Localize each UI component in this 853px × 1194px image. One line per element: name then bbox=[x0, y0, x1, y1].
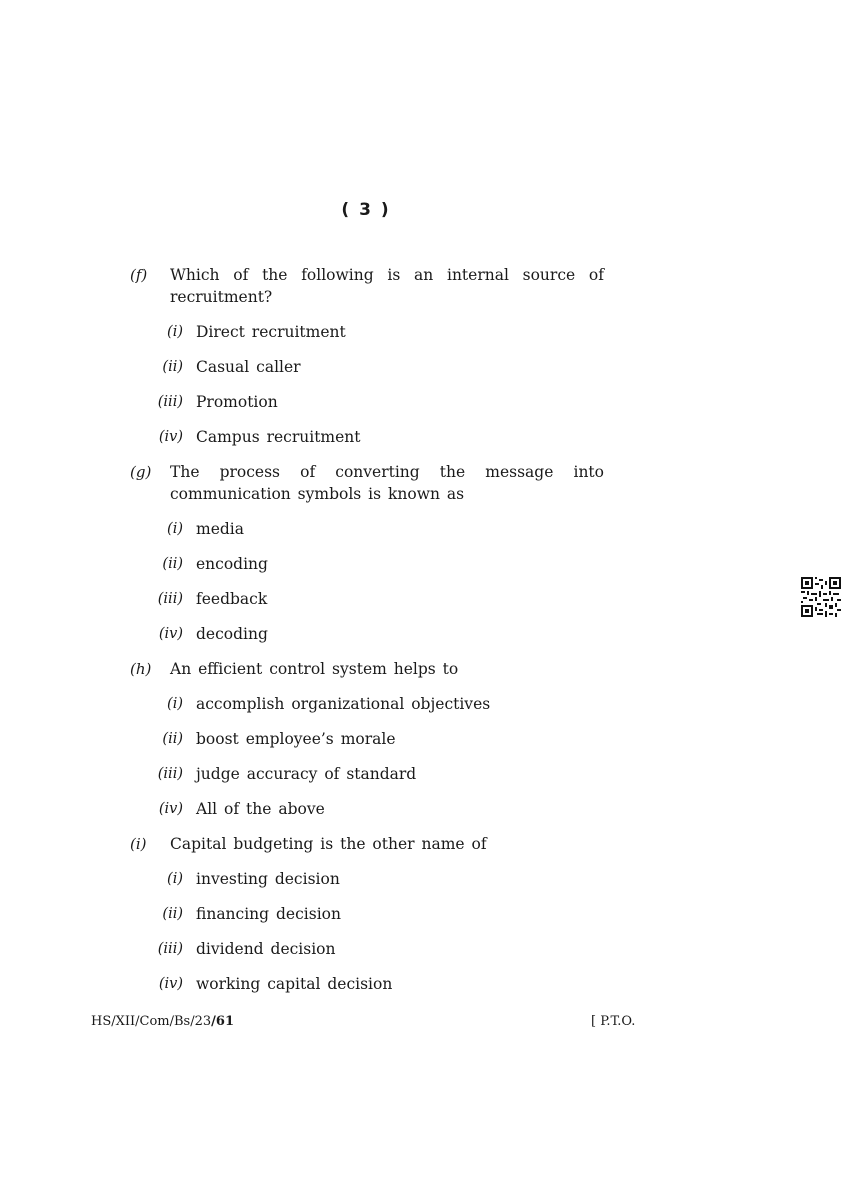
option-item bbox=[130, 938, 604, 960]
question-text: The process of converting the message into communication symbols is known as bbox=[170, 463, 604, 503]
option-text: decoding bbox=[196, 625, 268, 643]
option-label: (iv) bbox=[158, 626, 183, 642]
option-label: (ii) bbox=[162, 906, 183, 922]
option-label: (ii) bbox=[162, 556, 183, 572]
option-label: (iii) bbox=[157, 941, 183, 957]
option-item bbox=[130, 973, 604, 995]
option-label: (iii) bbox=[157, 394, 183, 410]
option-label: (iv) bbox=[158, 801, 183, 817]
option-label: (i) bbox=[167, 324, 183, 340]
question-label: (h) bbox=[130, 660, 152, 678]
option-text: Campus recruitment bbox=[196, 428, 361, 446]
option-label: (iv) bbox=[158, 429, 183, 445]
option-item bbox=[130, 763, 604, 785]
option-item bbox=[130, 356, 604, 378]
option-label: (ii) bbox=[162, 359, 183, 375]
pto-marker: [ P.T.O. bbox=[591, 1014, 636, 1029]
option-text: dividend decision bbox=[196, 940, 336, 958]
option-item bbox=[130, 728, 604, 750]
question-list bbox=[130, 264, 604, 1008]
paper-code bbox=[91, 1014, 234, 1029]
paper-code-prefix: HS/XII/Com/Bs/23 bbox=[91, 1014, 212, 1029]
option-text: feedback bbox=[196, 590, 268, 608]
option-text: judge accuracy of standard bbox=[196, 765, 417, 783]
option-label: (i) bbox=[167, 871, 183, 887]
option-item bbox=[130, 798, 604, 820]
option-text: financing decision bbox=[196, 905, 341, 923]
option-item bbox=[130, 426, 604, 448]
option-item bbox=[130, 903, 604, 925]
option-item bbox=[130, 623, 604, 645]
option-label: (iv) bbox=[158, 976, 183, 992]
option-text: boost employee’s morale bbox=[196, 730, 396, 748]
option-label: (ii) bbox=[162, 731, 183, 747]
option-text: media bbox=[196, 520, 244, 538]
option-label: (iii) bbox=[157, 591, 183, 607]
option-list bbox=[130, 868, 604, 995]
option-label: (i) bbox=[167, 696, 183, 712]
question-h bbox=[130, 658, 604, 820]
option-text: encoding bbox=[196, 555, 268, 573]
option-text: Casual caller bbox=[196, 358, 301, 376]
question-label: (f) bbox=[130, 266, 148, 284]
page-number: ( 3 ) bbox=[341, 200, 391, 220]
option-item bbox=[130, 868, 604, 890]
option-item bbox=[130, 553, 604, 575]
question-g bbox=[130, 461, 604, 645]
question-text: An efficient control system helps to bbox=[170, 660, 459, 678]
question-label: (i) bbox=[130, 835, 147, 853]
question-i bbox=[130, 833, 604, 995]
option-item bbox=[130, 693, 604, 715]
option-list bbox=[130, 693, 604, 820]
option-item bbox=[130, 391, 604, 413]
option-item bbox=[130, 588, 604, 610]
question-f bbox=[130, 264, 604, 448]
option-item bbox=[130, 321, 604, 343]
option-text: working capital decision bbox=[196, 975, 393, 993]
option-list bbox=[130, 321, 604, 448]
option-list bbox=[130, 518, 604, 645]
option-text: All of the above bbox=[196, 800, 325, 818]
question-label: (g) bbox=[130, 463, 152, 481]
option-item bbox=[130, 518, 604, 540]
option-text: accomplish organizational objectives bbox=[196, 695, 491, 713]
option-label: (i) bbox=[167, 521, 183, 537]
question-text: Capital budgeting is the other name of bbox=[170, 835, 487, 853]
qr-code-icon bbox=[801, 577, 841, 617]
option-label: (iii) bbox=[157, 766, 183, 782]
option-text: investing decision bbox=[196, 870, 340, 888]
paper-code-suffix: /61 bbox=[211, 1014, 234, 1029]
option-text: Direct recruitment bbox=[196, 323, 346, 341]
option-text: Promotion bbox=[196, 393, 278, 411]
question-text: Which of the following is an internal source of recruitment? bbox=[170, 266, 604, 306]
